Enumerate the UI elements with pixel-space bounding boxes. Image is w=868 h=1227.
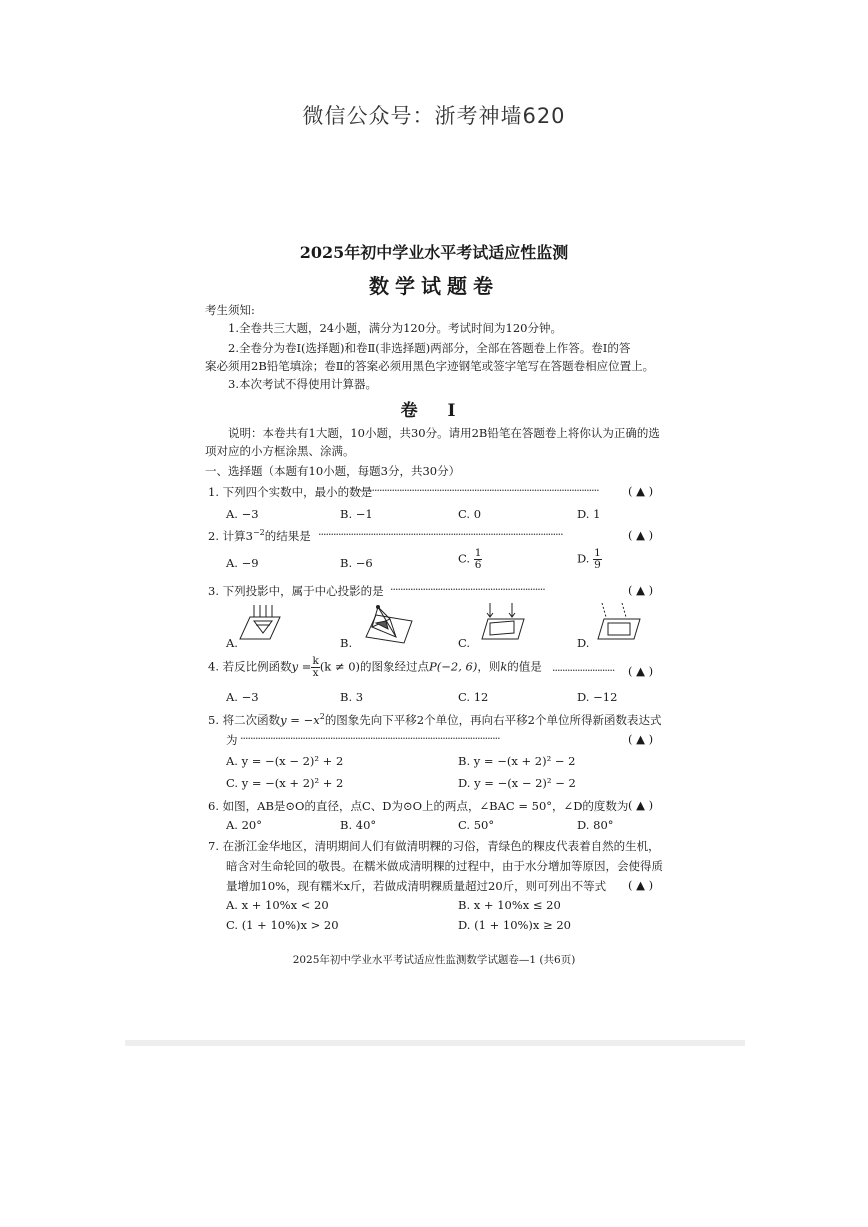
numerator: 1 <box>474 547 482 559</box>
answer-mark: ( ▲ ) <box>628 878 654 892</box>
question-text: 下列投影中，属于中心投影的是 <box>222 584 384 598</box>
leader-dots: ························· <box>552 664 615 677</box>
notice-item: 2.全卷分为卷Ⅰ(选择题)和卷Ⅱ(非选择题)两部分，全部在答题卷上作答。卷Ⅰ的答 <box>228 341 631 355</box>
answer-mark: ( ▲ ) <box>628 528 654 542</box>
question-number: 5. <box>208 713 219 727</box>
watermark-text: 微信公众号：浙考神墙620 <box>302 104 566 128</box>
denominator: x <box>312 667 319 679</box>
option-c: C. <box>458 636 471 650</box>
central-projection-figure-b <box>360 603 420 645</box>
option-b: B. 3 <box>340 690 364 704</box>
numerator: 1 <box>594 547 601 559</box>
fraction <box>593 548 602 571</box>
option-a: A. −9 <box>226 556 259 570</box>
option-d: D. (1 + 10%)x ≥ 20 <box>458 918 571 932</box>
question-6 <box>208 798 628 814</box>
question-text: ，则 <box>477 659 501 674</box>
question-1 <box>208 484 372 500</box>
question-text: 在浙江金华地区，清明期间人们有做清明粿的习俗，青绿色的粿皮代表着自然的生机， <box>222 839 660 853</box>
option-a: A. −3 <box>226 690 259 704</box>
answer-mark: ( ▲ ) <box>628 798 654 812</box>
option-a: A. y = −(x − 2)² + 2 <box>226 754 344 768</box>
question-2 <box>208 528 311 544</box>
leader-dots: ······························································ <box>390 583 545 596</box>
notice-item: 3.本次考试不得使用计算器。 <box>228 377 377 391</box>
option-a: A. −3 <box>226 507 259 521</box>
option-d: D. 80° <box>577 818 614 832</box>
option-b: B. −1 <box>340 507 373 521</box>
notice-item: 1.全卷共三大题，24小题，满分为120分。考试时间为120分钟。 <box>228 321 563 335</box>
option-c <box>458 548 482 571</box>
question-text: 的值是 <box>507 659 542 674</box>
section-note: 说明：本卷共有1大题，10小题，共30分。请用2B铅笔在答题卷上将你认为正确的选 <box>228 426 660 440</box>
option-d: D. <box>577 636 590 650</box>
variable: k <box>500 659 508 674</box>
question-text: 将二次函数 <box>222 713 281 727</box>
option-c: C. 50° <box>458 818 495 832</box>
leader-dots: ·································································································· <box>354 484 599 497</box>
option-c: C. y = −(x + 2)² + 2 <box>226 776 344 790</box>
section-note: 项对应的小方框涂黑、涂满。 <box>205 444 355 458</box>
exam-subtitle: 数学试题卷 <box>369 274 499 298</box>
notice-item: 案必须用2B铅笔填涂；卷Ⅱ的答案必须用黑色字迹钢笔或签字笔写在答题卷相应位置上。 <box>205 359 655 373</box>
question-5 <box>208 712 661 728</box>
parallel-projection-figure-c <box>478 603 526 645</box>
question-7 <box>208 838 660 854</box>
exam-title: 2025年初中学业水平考试适应性监测 <box>299 243 569 262</box>
condition: (k ≠ 0) <box>319 659 361 674</box>
option-b: B. y = −(x + 2)² − 2 <box>458 754 576 768</box>
question-number: 6. <box>208 799 219 813</box>
parallel-projection-figure-d <box>594 603 642 645</box>
power-exponent: 2 <box>319 712 325 722</box>
parallel-projection-figure-a <box>236 603 284 645</box>
question-number: 2. <box>208 529 219 543</box>
option-b: B. 40° <box>340 818 377 832</box>
option-b: B. −6 <box>340 556 373 570</box>
option-a: A. 20° <box>226 818 262 832</box>
option-b: B. x + 10%x ≤ 20 <box>458 898 561 912</box>
option-d: D. y = −(x − 2)² − 2 <box>458 776 576 790</box>
scan-edge-divider <box>125 1040 745 1046</box>
question-text: 计算 <box>222 529 246 543</box>
question-text: 的图象先向下平移2个单位，再向右平移2个单位所得新函数表达式 <box>324 713 662 727</box>
option-d <box>577 548 602 571</box>
option-label: D. <box>577 551 590 566</box>
question-text: 的结果是 <box>264 529 311 543</box>
function-lhs: y = <box>291 659 312 674</box>
leader-dots: ·································································································· <box>318 528 563 541</box>
question-number: 4. <box>208 659 219 674</box>
denominator: 6 <box>474 559 482 571</box>
option-d: D. −12 <box>577 690 618 704</box>
question-4 <box>208 656 542 679</box>
question-text: 若反比例函数 <box>222 659 292 674</box>
question-text: 量增加10%，现有糯米x斤，若做成清明粿质量超过20斤，则可列出不等式 <box>226 879 607 893</box>
question-text: 如图，AB是⊙O的直径，点C、D为⊙O上的两点，∠BAC = 50°，∠D的度数为 <box>222 799 629 813</box>
question-number: 7. <box>208 839 219 853</box>
numerator: k <box>312 655 319 667</box>
option-label: C. <box>458 551 471 566</box>
answer-mark: ( ▲ ) <box>628 664 654 678</box>
page-footer: 2025年初中学业水平考试适应性监测数学试题卷—1 (共6页) <box>292 954 576 966</box>
option-c: C. (1 + 10%)x > 20 <box>226 918 339 932</box>
fraction <box>311 656 319 679</box>
point-label: P(−2, 6) <box>429 659 478 674</box>
function-expression: y = −x <box>280 713 320 727</box>
question-text: 的图象经过点 <box>360 659 430 674</box>
answer-mark: ( ▲ ) <box>628 732 654 746</box>
question-text: 为 <box>226 733 238 747</box>
notice-heading: 考生须知: <box>205 303 255 317</box>
question-number: 1. <box>208 485 219 499</box>
part-heading: 一、选择题（本题有10小题，每题3分，共30分） <box>205 464 461 478</box>
question-text: 下列四个实数中，最小的数是 <box>222 485 373 499</box>
question-number: 3. <box>208 584 219 598</box>
option-a: A. <box>226 636 238 650</box>
leader-dots: ········································································································ <box>240 732 500 745</box>
section-title: 卷 Ⅰ <box>400 401 468 421</box>
answer-mark: ( ▲ ) <box>628 484 654 498</box>
question-text: 暗含对生命轮回的敬畏。在糯米做成清明粿的过程中，由于水分增加等原因，会使得质 <box>226 859 663 873</box>
answer-mark: ( ▲ ) <box>628 583 654 597</box>
option-a: A. x + 10%x < 20 <box>226 898 329 912</box>
question-3 <box>208 583 384 599</box>
option-d: D. 1 <box>577 507 601 521</box>
fraction <box>474 548 483 571</box>
power-exponent: −2 <box>252 528 265 538</box>
option-b: B. <box>340 636 353 650</box>
power-base: 3 <box>245 529 253 543</box>
denominator: 9 <box>594 559 601 571</box>
option-c: C. 0 <box>458 507 482 521</box>
option-c: C. 12 <box>458 690 489 704</box>
